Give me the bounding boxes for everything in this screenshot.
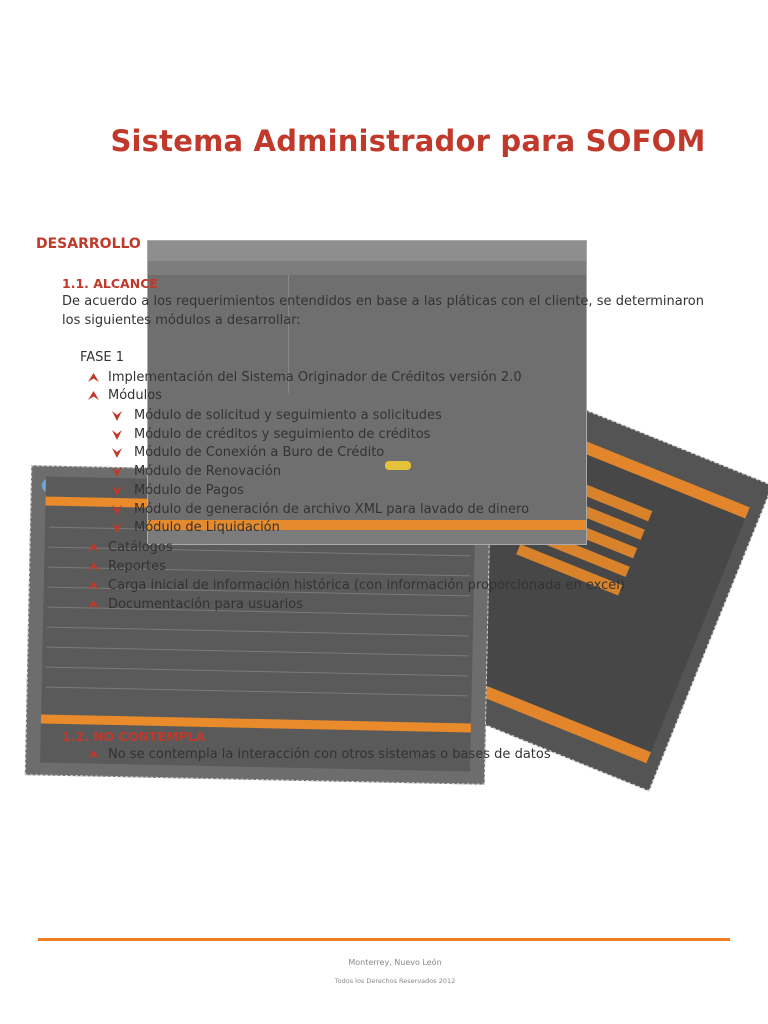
chevron-bullet-icon	[112, 411, 122, 421]
list-item-text: Módulos	[108, 388, 162, 403]
chevron-bullet-icon	[112, 430, 122, 440]
list-item-module	[112, 463, 281, 481]
list-item-text: Módulo de solicitud y seguimiento a solicitudes	[134, 408, 442, 423]
chevron-bullet-icon	[112, 523, 122, 533]
alcance-paragraph: De acuerdo a los requerimientos entendidos en base a las pláticas con el cliente, se determinaron los siguientes módulos a desarrollar:	[62, 294, 704, 328]
list-item	[88, 387, 162, 405]
arrowhead-bullet-icon	[88, 750, 99, 759]
fase-label: FASE 1	[80, 350, 125, 365]
list-item-text: Carga inicial de información histórica (con información proporcionada en excel)	[108, 578, 625, 593]
list-item-text: Módulo de Pagos	[134, 483, 244, 498]
chevron-bullet-icon	[112, 486, 122, 496]
list-item-text: Catálogos	[108, 540, 173, 555]
document-title: Sistema Administrador para SOFOM	[110, 124, 706, 158]
list-item	[88, 539, 173, 557]
footer-divider	[38, 938, 730, 941]
list-item-text: Implementación del Sistema Originador de Créditos versión 2.0	[108, 370, 522, 385]
list-item-module	[112, 444, 384, 462]
chevron-bullet-icon	[112, 448, 122, 458]
list-item-text: No se contempla la interacción con otros sistemas o bases de datos	[108, 747, 551, 762]
list-item-text: Documentación para usuarios	[108, 597, 303, 612]
list-item	[88, 596, 303, 614]
footer-city: Monterrey, Nuevo León	[348, 958, 442, 967]
list-item	[88, 558, 166, 576]
arrowhead-bullet-icon	[88, 373, 99, 382]
list-item	[88, 746, 551, 764]
list-item-text: Módulo de Liquidación	[134, 520, 280, 535]
subsection-heading-alcance: 1.1. ALCANCE	[62, 276, 158, 291]
arrowhead-bullet-icon	[88, 581, 99, 590]
chevron-bullet-icon	[112, 467, 122, 477]
list-item-module	[112, 482, 244, 500]
list-item	[88, 577, 625, 595]
arrowhead-bullet-icon	[88, 391, 99, 400]
section-heading: DESARROLLO	[36, 236, 141, 252]
arrowhead-bullet-icon	[88, 600, 99, 609]
list-item-text: Módulo de Conexión a Buro de Crédito	[134, 445, 385, 460]
footer-rights: Todos los Derechos Reservados 2012	[334, 977, 456, 985]
list-item-module	[112, 407, 442, 425]
subsection-heading-no-contempla: 1.2. NO CONTEMPLA	[62, 729, 206, 744]
arrowhead-bullet-icon	[88, 543, 99, 552]
list-item-text: Módulo de Renovación	[134, 464, 281, 479]
chevron-bullet-icon	[112, 505, 122, 515]
list-item-module	[112, 426, 430, 444]
list-item-module	[112, 519, 280, 537]
list-item-text: Módulo de créditos y seguimiento de créditos	[134, 427, 431, 442]
list-item-text: Reportes	[108, 559, 166, 574]
list-item-text: Módulo de generación de archivo XML para lavado de dinero	[134, 502, 530, 517]
arrowhead-bullet-icon	[88, 562, 99, 571]
list-item	[88, 369, 522, 387]
list-item-module	[112, 501, 529, 519]
